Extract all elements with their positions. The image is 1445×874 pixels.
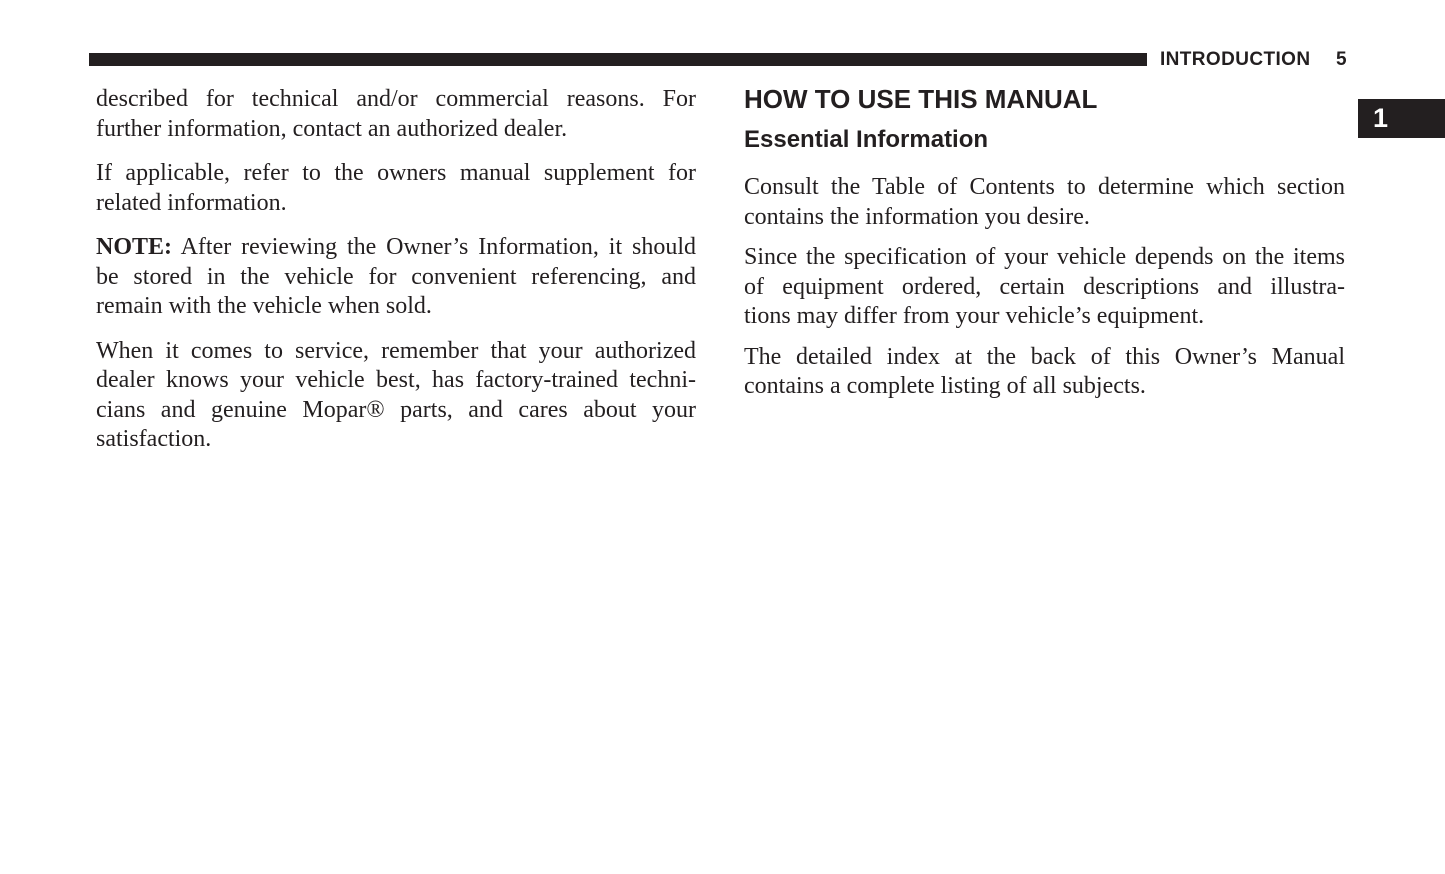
right-column bbox=[744, 85, 1345, 413]
text-line: cians and genuine Mopar® parts, and cares about your bbox=[96, 396, 696, 423]
text-line: of equipment ordered, certain descriptions and illustra- bbox=[744, 273, 1345, 300]
text-line: tions may differ from your vehicle’s equipment. bbox=[744, 303, 1205, 329]
text-line: Since the specification of your vehicle depends on the items bbox=[744, 244, 1345, 270]
left-column bbox=[96, 85, 696, 470]
chapter-tab-number: 1 bbox=[1373, 103, 1389, 133]
chapter-tab bbox=[1358, 99, 1445, 138]
text-line: The detailed index at the back of this Owner’s Manual bbox=[744, 343, 1345, 370]
text-line: related information. bbox=[96, 189, 287, 216]
text-line: dealer knows your vehicle best, has factory-trained techni- bbox=[96, 367, 696, 393]
paragraph bbox=[96, 159, 696, 218]
text-line: be stored in the vehicle for convenient referencing, and bbox=[96, 263, 696, 290]
header-page-number: 5 bbox=[1336, 49, 1347, 70]
paragraph bbox=[744, 343, 1345, 402]
text-line: If applicable, refer to the owners manual supplement for bbox=[96, 160, 696, 186]
subsection-heading: Essential Information bbox=[744, 126, 989, 153]
header-section-label: INTRODUCTION bbox=[1160, 49, 1311, 70]
text-line: Consult the Table of Contents to determine which section bbox=[744, 174, 1345, 200]
text-line: When it comes to service, remember that your authorized bbox=[96, 337, 696, 364]
paragraph bbox=[744, 243, 1345, 332]
header-rule bbox=[89, 53, 1147, 66]
text-line: further information, contact an authorized dealer. bbox=[96, 115, 568, 142]
text-line: remain with the vehicle when sold. bbox=[96, 293, 432, 319]
paragraph bbox=[744, 173, 1345, 232]
section-heading: HOW TO USE THIS MANUAL bbox=[744, 84, 1098, 114]
text-line: NOTE: After reviewing the Owner’s Information, it should bbox=[96, 234, 696, 260]
text-line: satisfaction. bbox=[96, 426, 212, 452]
text-line: contains a complete listing of all subjects. bbox=[744, 373, 1146, 399]
paragraph bbox=[96, 233, 696, 322]
paragraph bbox=[96, 85, 696, 144]
page-header bbox=[1160, 50, 1347, 70]
text-line: contains the information you desire. bbox=[744, 203, 1090, 230]
paragraph bbox=[96, 337, 696, 455]
text-line: described for technical and/or commercial reasons. For bbox=[96, 86, 696, 112]
right-column-body bbox=[744, 173, 1345, 402]
